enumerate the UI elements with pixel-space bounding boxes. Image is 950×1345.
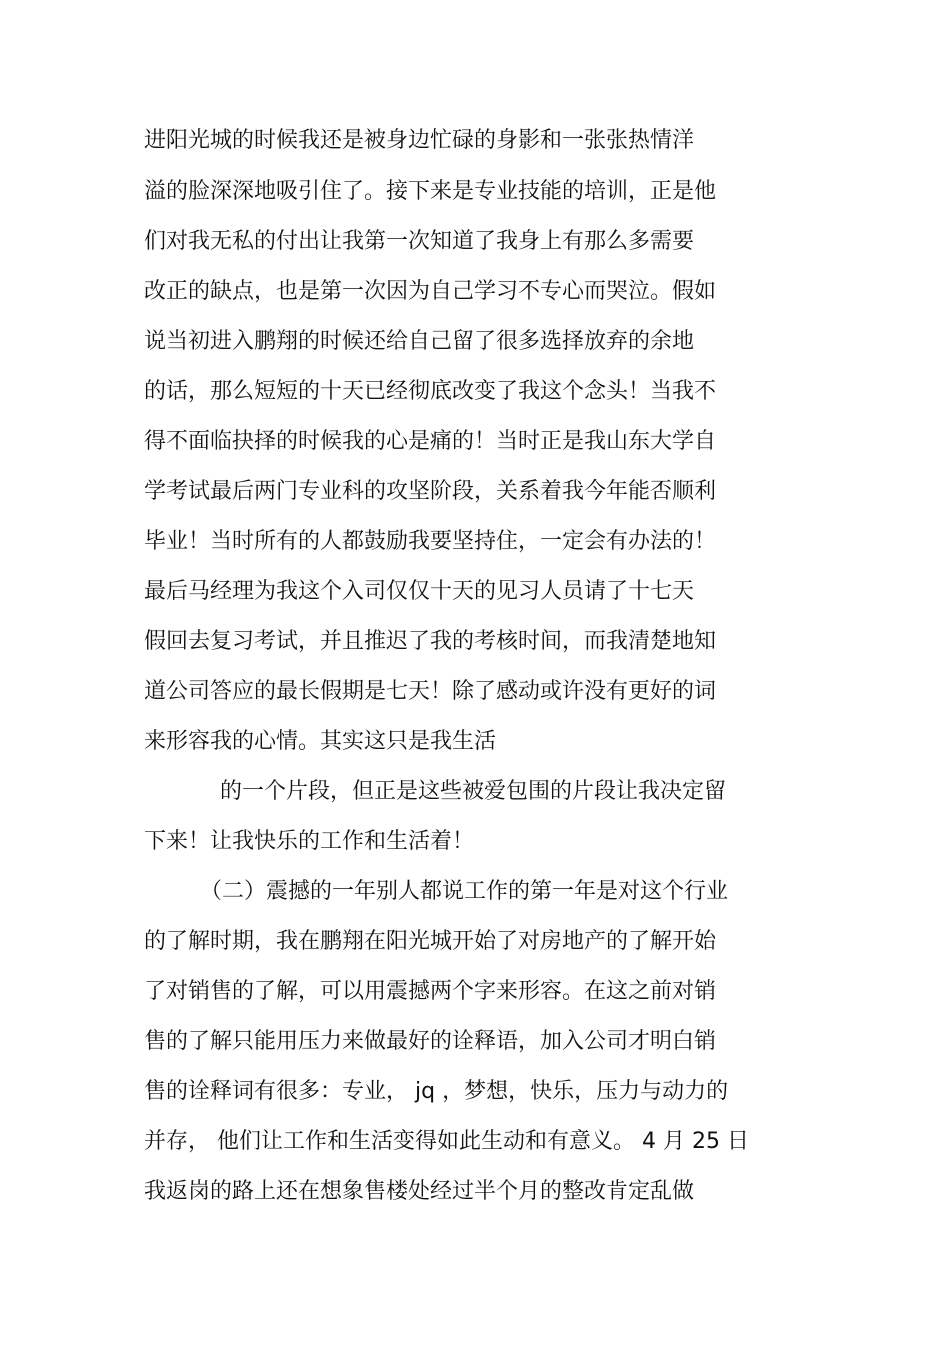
text-line-4: 改正的缺点，也是第一次因为自己学习不专心而哭泣。假如 bbox=[144, 279, 717, 304]
text-line-6: 的话，那么短短的十天已经彻底改变了我这个念头！当我不 bbox=[144, 379, 717, 404]
text-line-16: （二）震撼的一年别人都说工作的第一年是对这个行业 bbox=[200, 879, 729, 904]
text-line-11: 假回去复习考试，并且推迟了我的考核时间，而我清楚地知 bbox=[144, 629, 717, 654]
text-line-22: 我返岗的路上还在想象售楼处经过半个月的整改肯定乱做 bbox=[144, 1179, 695, 1204]
text-line-14: 的一个片段，但正是这些被爱包围的片段让我决定留 bbox=[220, 779, 727, 804]
text-line-9: 毕业！当时所有的人都鼓励我要坚持住，一定会有办法的！ bbox=[144, 529, 717, 554]
text-line-19: 售的了解只能用压力来做最好的诠释语，加入公司才明白销 bbox=[144, 1029, 717, 1054]
text-line-10: 最后马经理为我这个入司仅仅十天的见习人员请了十七天 bbox=[144, 579, 695, 604]
text-line-21: 并存， 他们让工作和生活变得如此生动和有意义。 4 月 25 日 bbox=[144, 1129, 749, 1154]
text-line-17: 的了解时期，我在鹏翔在阳光城开始了对房地产的了解开始 bbox=[144, 929, 717, 954]
text-line-7: 得不面临抉择的时候我的心是痛的！当时正是我山东大学自 bbox=[144, 429, 717, 454]
text-line-8: 学考试最后两门专业科的攻坚阶段，关系着我今年能否顺利 bbox=[144, 479, 717, 504]
text-line-18: 了对销售的了解，可以用震撼两个字来形容。在这之前对销 bbox=[144, 979, 717, 1004]
text-line-12: 道公司答应的最长假期是七天！除了感动或许没有更好的词 bbox=[144, 679, 717, 704]
text-line-3: 们对我无私的付出让我第一次知道了我身上有那么多需要 bbox=[144, 229, 695, 254]
text-line-13: 来形容我的心情。其实这只是我生活 bbox=[144, 729, 497, 754]
text-line-5: 说当初进入鹏翔的时候还给自己留了很多选择放弃的余地 bbox=[144, 329, 695, 354]
text-line-2: 溢的脸深深地吸引住了。接下来是专业技能的培训，正是他 bbox=[144, 179, 717, 204]
text-line-1: 进阳光城的时候我还是被身边忙碌的身影和一张张热情洋 bbox=[144, 128, 695, 153]
text-line-20: 售的诠释词有很多：专业， jq ，梦想，快乐，压力与动力的 bbox=[144, 1079, 729, 1104]
text-line-15: 下来！让我快乐的工作和生活着！ bbox=[144, 829, 475, 854]
